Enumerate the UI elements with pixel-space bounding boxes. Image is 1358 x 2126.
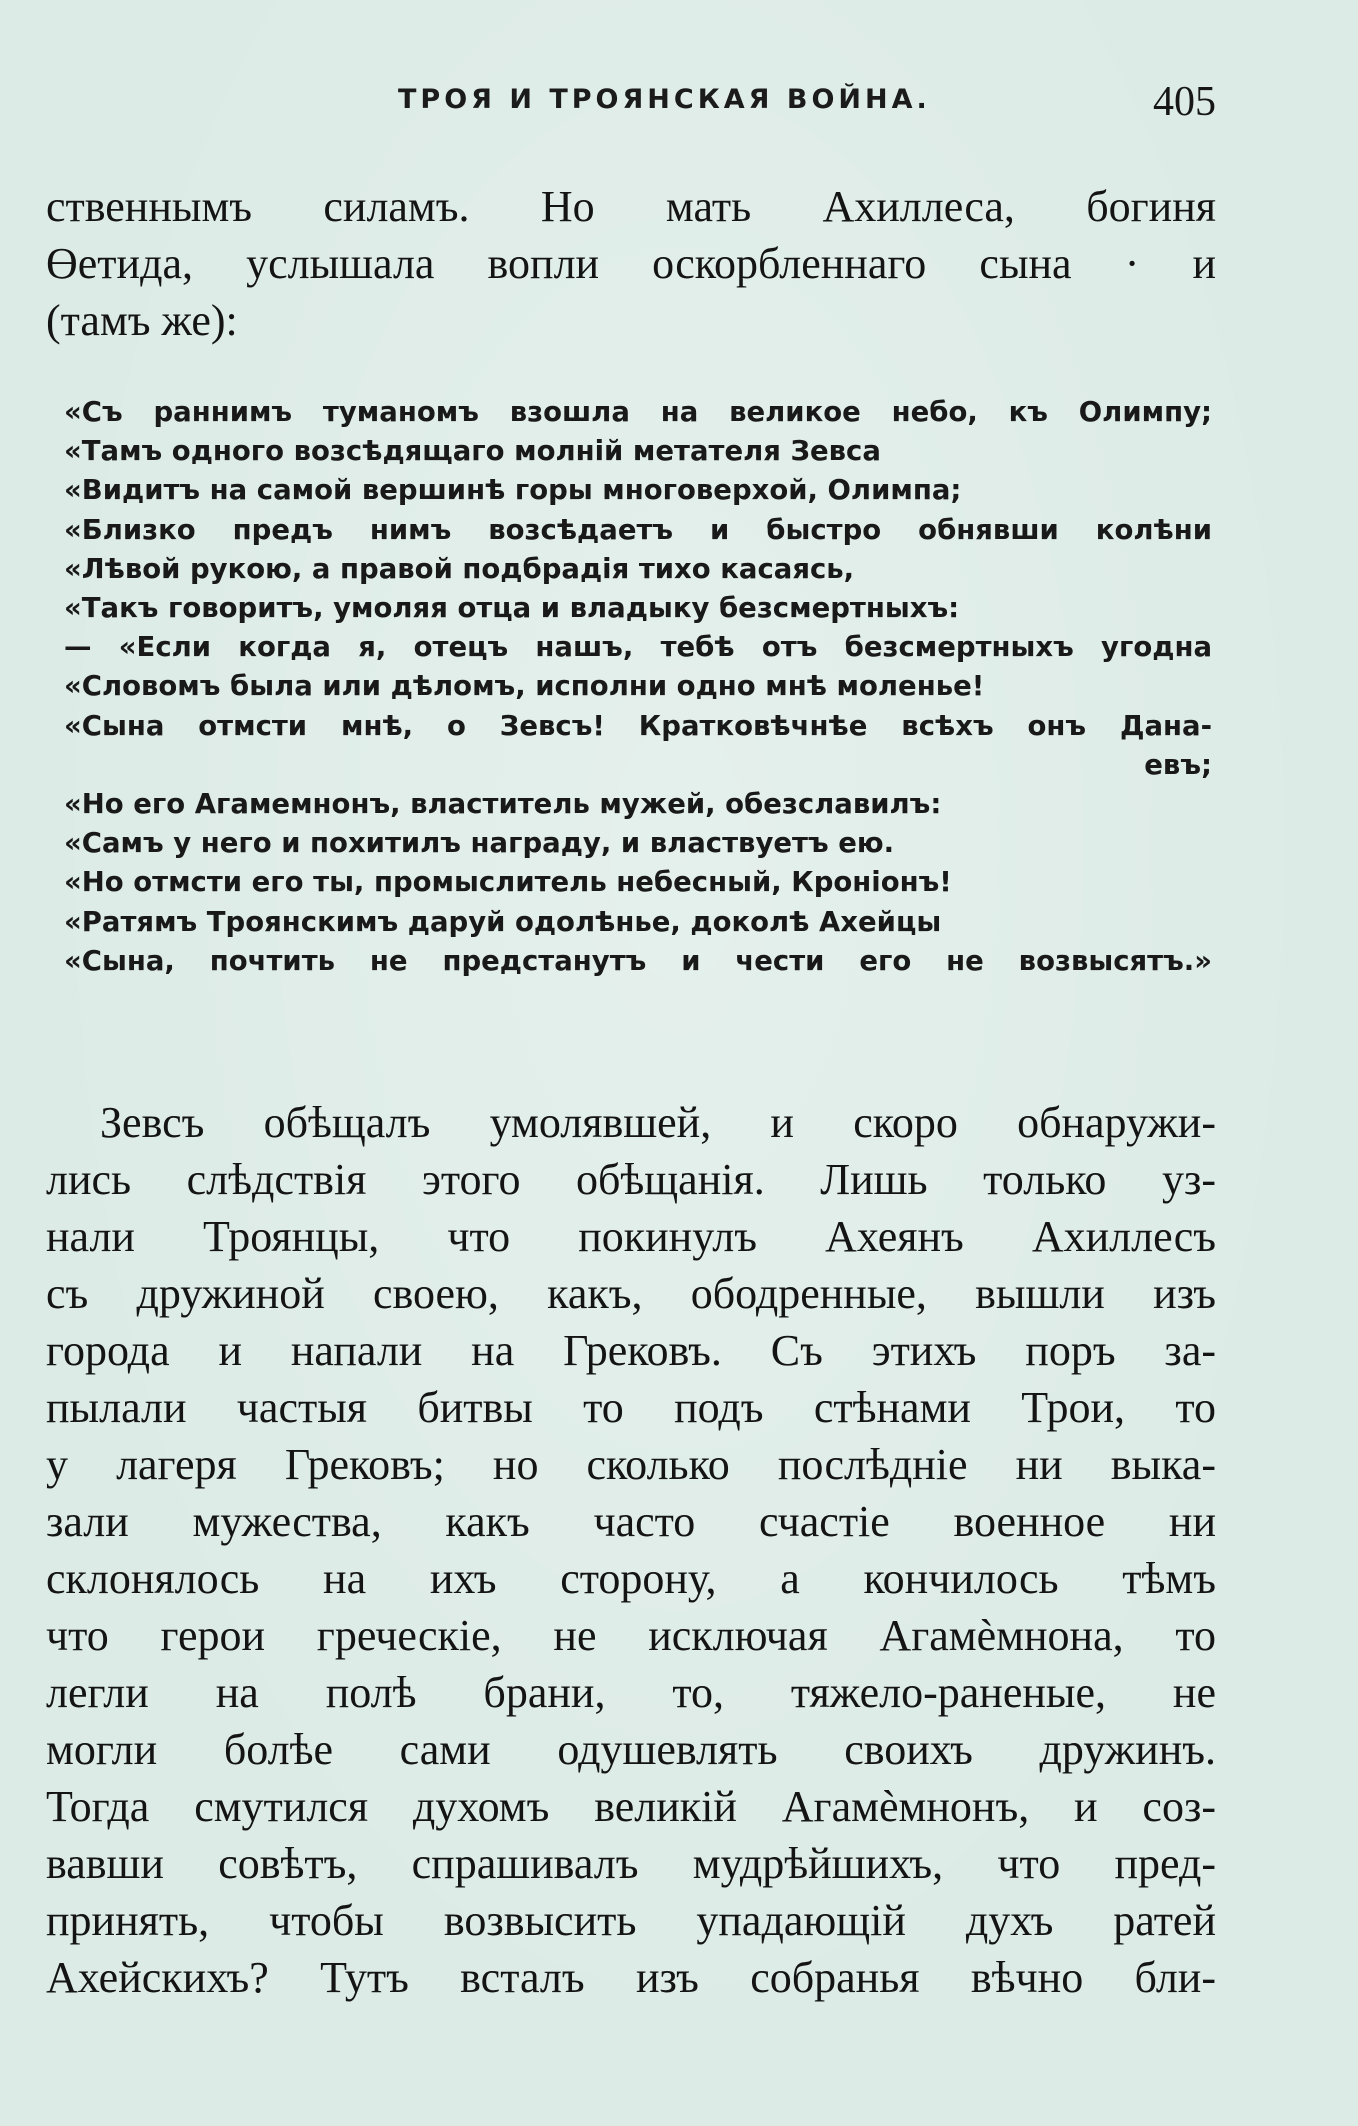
verse-line: «Но его Агамемнонъ, властитель мужей, обезславилъ: (64, 788, 942, 821)
verse-line: «Видитъ на самой вершинѣ горы многоверхой, Олимпа; (64, 474, 962, 507)
text-line: лись слѣдствія этого обѣщанія. Лишь только уз- (46, 1155, 1216, 1204)
verse-line: «Но отмсти его ты, промыслитель небесный, Кроніонъ! (64, 866, 952, 899)
verse-line: «Словомъ была или дѣломъ, исполни одно мнѣ моленье! (64, 670, 985, 703)
verse-line: «Съ раннимъ туманомъ взошла на великое небо, къ Олимпу; (64, 396, 1212, 428)
text-line: Өетида, услышала вопли оскорбленнаго сына · и (46, 239, 1216, 288)
text-line: могли болѣе сами одушевлять своихъ дружинъ. (46, 1725, 1216, 1774)
verse-line: «Близко предъ нимъ возсѣдаетъ и быстро обнявши колѣни (64, 513, 1212, 546)
text-line: города и напали на Грековъ. Съ этихъ поръ за- (46, 1326, 1216, 1375)
text-line: (тамъ же): (46, 296, 238, 345)
text-line: вавши совѣтъ, спрашивалъ мудрѣйшихъ, что пред- (46, 1839, 1216, 1888)
verse-line-continuation: евъ; (1144, 748, 1212, 781)
text-line: у лагеря Грековъ; но сколько послѣдніе ни выка- (46, 1440, 1216, 1489)
paragraph-intro (46, 178, 1216, 349)
text-line: легли на полѣ брани, то, тяжело-раненые, не (46, 1668, 1216, 1717)
verse-line: — «Если когда я, отецъ нашъ, тебѣ отъ безсмертныхъ угодна (64, 631, 1212, 664)
text-line: пылали частыя битвы то подъ стѣнами Трои, то (46, 1383, 1216, 1432)
text-line: что герои греческіе, не исключая Агамѐмнона, то (46, 1611, 1216, 1660)
text-line: ственнымъ силамъ. Но мать Ахиллеса, богиня (46, 182, 1216, 231)
verse-line: «Сына, почтить не предстанутъ и чести его не возвысятъ.» (64, 944, 1212, 977)
text-line: склонялось на ихъ сторону, а кончилось тѣмъ (46, 1554, 1216, 1603)
text-line: зали мужества, какъ часто счастіе военное ни (46, 1497, 1216, 1546)
verse-line: «Тамъ одного возсѣдящаго молній метателя Зевса (64, 435, 881, 468)
text-line: принять, чтобы возвысить упадающій духъ ратей (46, 1896, 1216, 1945)
text-line: нали Троянцы, что покинулъ Ахеянъ Ахиллесъ (46, 1212, 1216, 1261)
verse-line: «Лѣвой рукою, а правой подбрадія тихо касаясь, (64, 552, 855, 585)
verse-quotation (64, 393, 1212, 981)
verse-line: «Такъ говоритъ, умоляя отца и владыку безсмертныхъ: (64, 592, 960, 625)
text-line: Тогда смутился духомъ великій Агамѐмнонъ, и соз- (46, 1782, 1216, 1831)
text-line: съ дружиной своею, какъ, ободренные, вышли изъ (46, 1269, 1216, 1318)
running-title: ТРОЯ И ТРОЯНСКАЯ ВОЙНА. (398, 84, 931, 115)
page-header (46, 78, 1216, 128)
text-line: Ахейскихъ? Тутъ всталъ изъ собранья вѣчно бли- (46, 1953, 1216, 2002)
paragraph-main (46, 1094, 1216, 2006)
text-line: Зевсъ обѣщалъ умолявшей, и скоро обнаружи- (100, 1098, 1216, 1147)
verse-line: «Самъ у него и похитилъ награду, и властвуетъ ею. (64, 827, 895, 860)
page-number: 405 (1153, 79, 1216, 125)
verse-line: «Ратямъ Троянскимъ даруй одолѣнье, доколѣ Ахейцы (64, 905, 942, 938)
verse-line: «Сына отмсти мнѣ, о Зевсъ! Кратковѣчнѣе всѣхъ онъ Дана- (64, 709, 1212, 742)
